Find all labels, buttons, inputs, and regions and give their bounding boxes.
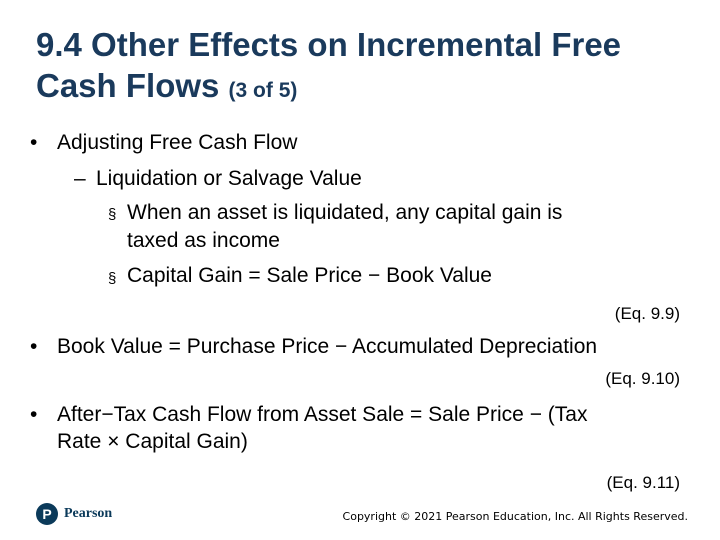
sub-sub-bullet-marker: § [108,270,117,287]
slide-title [36,24,686,111]
sub-sub-bullet-liquidated-line2: taxed as income [127,229,280,252]
pearson-logo-text: Pearson [64,506,113,521]
bullet-marker: • [30,335,38,358]
equation-label-9-9: (Eq. 9.9) [614,304,680,323]
copyright-notice: Copyright © 2021 Pearson Education, Inc. All Rights Reserved. [342,510,688,523]
equation-label-9-11: (Eq. 9.11) [606,473,680,492]
slide-title-main: 9.4 Other Effects on Incremental Free Cash Flows [36,26,622,104]
bullet-book-value: Book Value = Purchase Price − Accumulated Depreciation [57,335,598,358]
sub-bullet-liquidation: Liquidation or Salvage Value [96,167,362,190]
pearson-logo [36,502,112,526]
bullet-after-tax-line1: After−Tax Cash Flow from Asset Sale = Sale Price − (Tax [57,403,588,426]
slide-title-part: (3 of 5) [228,79,298,102]
bullet-after-tax-line2: Rate × Capital Gain) [57,430,248,453]
bullet-marker: • [30,131,38,154]
sub-sub-bullet-marker: § [108,206,117,223]
pearson-logo-icon: P [36,503,58,525]
sub-sub-bullet-capital-gain: Capital Gain = Sale Price − Book Value [127,264,492,287]
sub-bullet-marker: – [74,167,86,190]
equation-label-9-10: (Eq. 9.10) [605,369,680,388]
bullet-adjusting-fcf: Adjusting Free Cash Flow [57,131,298,154]
sub-sub-bullet-liquidated-line1: When an asset is liquidated, any capital gain is [127,201,563,224]
bullet-marker: • [30,403,38,426]
